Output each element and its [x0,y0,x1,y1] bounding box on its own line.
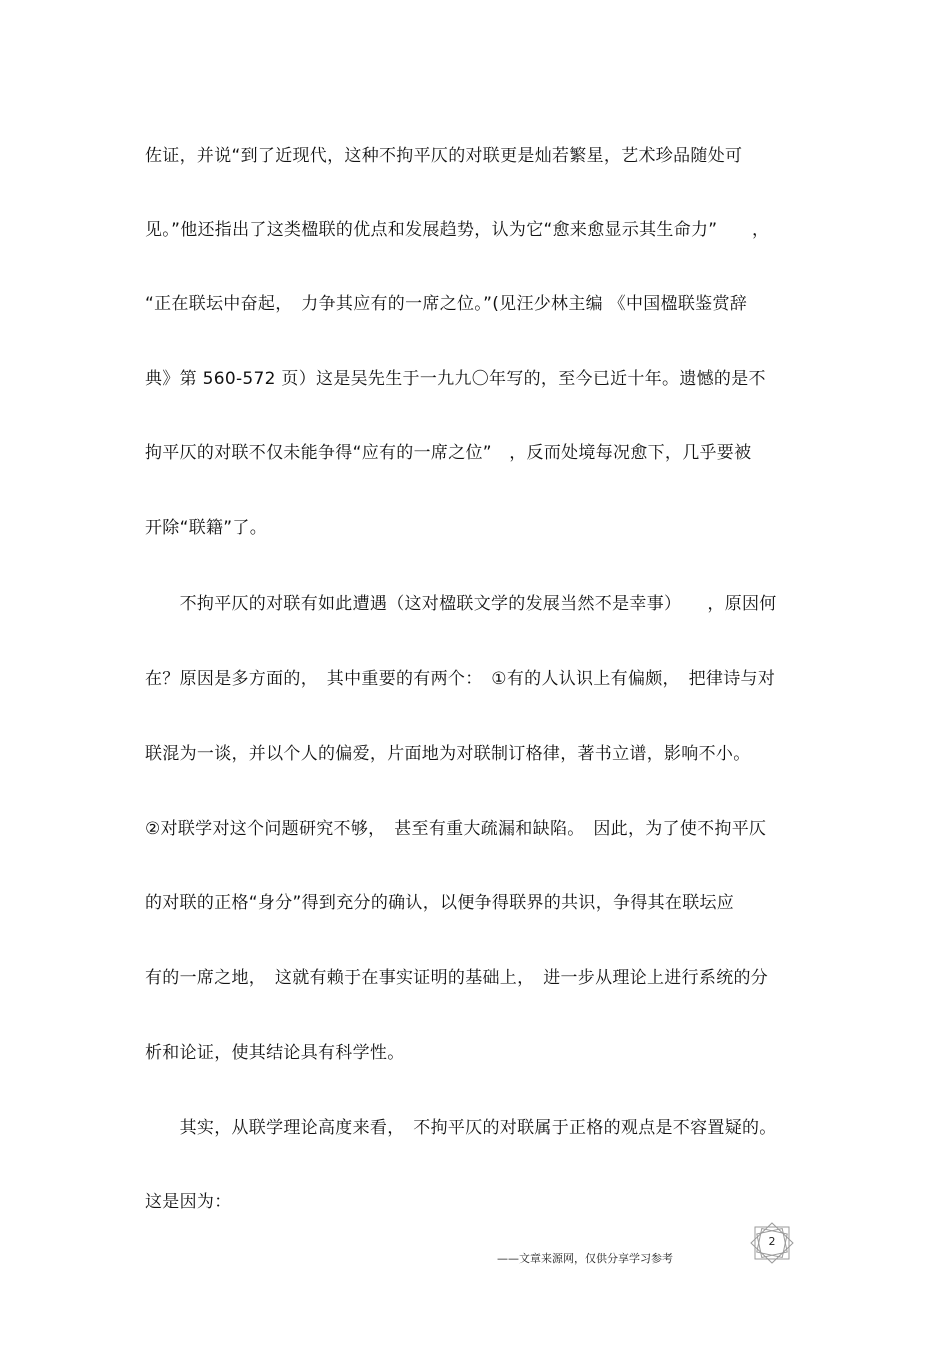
body-text-line: “正在联坛中奋起， 力争其应有的一席之位。”(见汪少林主编 《中国楹联鉴赏辞 [145,294,748,314]
body-text-line: 开除“联籍”了。 [145,518,268,538]
body-text-line: 拘平仄的对联不仅未能争得“应有的一席之位” ，反而处境每况愈下，几乎要被 [145,443,752,463]
body-text-line: 典》第 560-572 页）这是吴先生于一九九〇年写的，至今已近十年。遗憾的是不 [145,369,766,389]
body-text-line: 联混为一谈，并以个人的偏爱，片面地为对联制订格律，著书立谱，影响不小。 [145,744,751,764]
body-text-line: 的对联的正格“身分”得到充分的确认，以便争得联界的共识，争得其在联坛应 [145,893,735,913]
body-text-line: ②对联学对这个问题研究不够， 甚至有重大疏漏和缺陷。 因此，为了使不拘平仄 [145,819,767,839]
body-text-line: 在？原因是多方面的， 其中重要的有两个： ①有的人认识上有偏颇， 把律诗与对 [145,669,776,689]
source-note: ——文章来源网，仅供分享学习参考 [497,1252,673,1265]
body-text-line: 见。”他还指出了这类楹联的优点和发展趋势，认为它“愈来愈显示其生命力” ， [145,220,770,240]
body-text-line: 析和论证，使其结论具有科学性。 [145,1043,405,1063]
page-number-badge [749,1222,795,1264]
body-text-line: 有的一席之地， 这就有赖于在事实证明的基础上， 进一步从理论上进行系统的分 [145,968,769,988]
body-text-line: 不拘平仄的对联有如此遭遇（这对楹联文学的发展当然不是幸事） ，原因何 [145,594,777,614]
body-text-line: 这是因为： [145,1192,232,1212]
body-text-line: 佐证，并说“到了近现代，这种不拘平仄的对联更是灿若繁星，艺术珍品随处可 [145,146,743,166]
body-text-line: 其实，从联学理论高度来看， 不拘平仄的对联属于正格的观点是不容置疑的。 [145,1118,777,1138]
page-number: 2 [768,1235,776,1248]
